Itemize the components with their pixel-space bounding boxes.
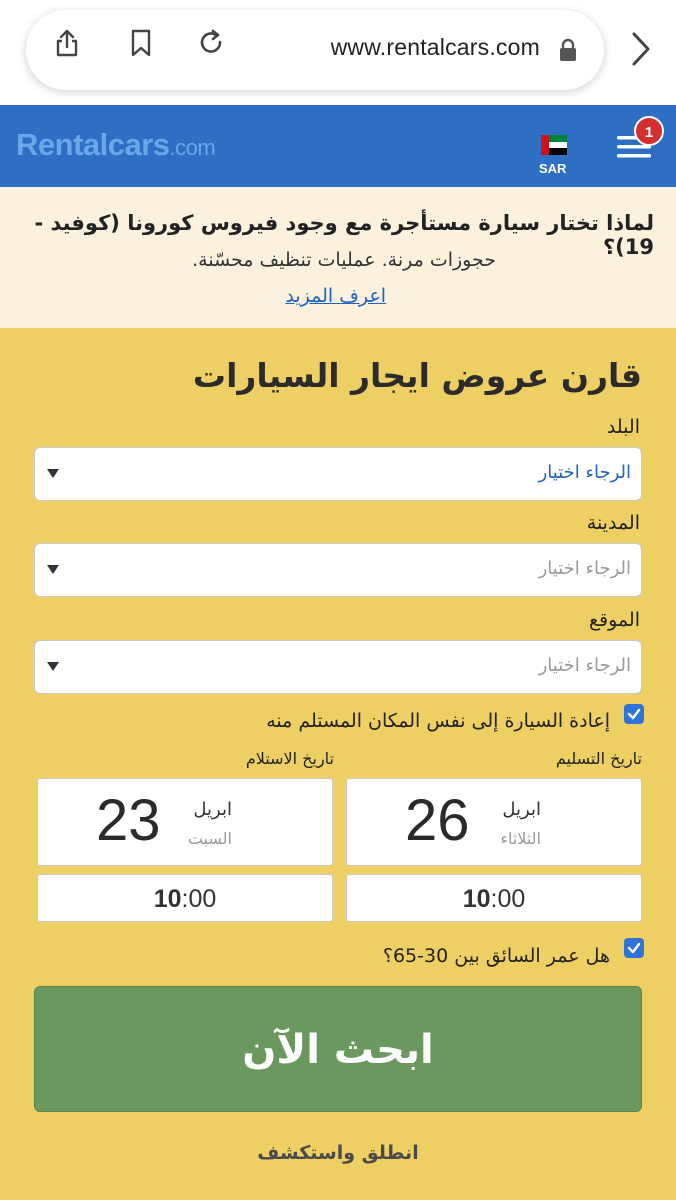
pickup-time-picker[interactable] bbox=[37, 874, 333, 922]
dropdown-arrow-icon bbox=[47, 565, 59, 574]
chevron-right-icon[interactable] bbox=[628, 30, 654, 68]
share-icon[interactable] bbox=[52, 28, 82, 58]
pickup-time-hour: 10 bbox=[153, 885, 182, 913]
dropoff-month: ابريل bbox=[502, 799, 541, 820]
country-label: البلد bbox=[606, 416, 640, 438]
location-label: الموقع bbox=[588, 609, 640, 631]
same-return-label: إعادة السيارة إلى نفس المكان المستلم منه bbox=[266, 710, 610, 732]
dropoff-weekday: الثلاثاء bbox=[500, 829, 541, 848]
url-text[interactable]: www.rentalcars.com bbox=[330, 34, 540, 60]
pickup-date-label: تاريخ الاستلام bbox=[245, 749, 334, 768]
pickup-month: ابريل bbox=[193, 799, 232, 820]
form-title: قارن عروض ايجار السيارات bbox=[192, 356, 642, 395]
logo-suffix: .com bbox=[169, 135, 216, 160]
dropoff-time-hour: 10 bbox=[462, 885, 491, 913]
notice-subtitle: حجوزات مرنة. عمليات تنظيف محسّنة. bbox=[192, 249, 496, 271]
dropoff-date-label: تاريخ التسليم bbox=[555, 749, 642, 768]
location-select-value: الرجاء اختيار bbox=[538, 655, 631, 676]
pickup-date-picker[interactable] bbox=[37, 778, 333, 866]
driver-age-label: هل عمر السائق بين 30-65؟ bbox=[382, 945, 610, 967]
notification-badge: 1 bbox=[634, 116, 664, 146]
pickup-day: 23 bbox=[96, 788, 161, 853]
dropoff-time-picker[interactable] bbox=[346, 874, 642, 922]
search-now-button[interactable]: ابحث الآن bbox=[34, 986, 642, 1112]
browser-toolbar bbox=[0, 0, 676, 105]
dropoff-date-picker[interactable] bbox=[346, 778, 642, 866]
bookmark-icon[interactable] bbox=[126, 28, 156, 58]
dropoff-day: 26 bbox=[405, 788, 470, 853]
search-form bbox=[0, 328, 676, 1200]
reload-icon[interactable] bbox=[196, 28, 226, 58]
explore-link[interactable]: انطلق واستكشف bbox=[257, 1142, 419, 1164]
covid-notice bbox=[0, 187, 676, 328]
pickup-weekday: السبت bbox=[187, 829, 232, 848]
uae-flag-icon[interactable] bbox=[541, 135, 567, 155]
driver-age-checkbox[interactable] bbox=[624, 938, 644, 958]
checkmark-icon bbox=[627, 941, 641, 955]
logo[interactable] bbox=[16, 127, 215, 163]
learn-more-link[interactable]: اعرف المزيد bbox=[285, 285, 386, 307]
checkmark-icon bbox=[627, 707, 641, 721]
logo-main: Rentalcars bbox=[16, 127, 170, 162]
dropdown-arrow-icon bbox=[47, 469, 59, 478]
same-return-checkbox[interactable] bbox=[624, 704, 644, 724]
lock-icon bbox=[557, 38, 579, 62]
city-select-value: الرجاء اختيار bbox=[538, 558, 631, 579]
notice-title: لماذا تختار سيارة مستأجرة مع وجود فيروس كورونا (كوفيد - 19)؟ bbox=[34, 211, 654, 259]
pickup-time-minutes: :00 bbox=[181, 885, 217, 913]
location-select[interactable] bbox=[34, 640, 642, 694]
country-select-value: الرجاء اختيار bbox=[538, 462, 631, 483]
currency-selector[interactable]: SAR bbox=[539, 161, 567, 176]
dropdown-arrow-icon bbox=[47, 662, 59, 671]
city-label: المدينة bbox=[586, 512, 640, 534]
site-header bbox=[0, 105, 676, 187]
dropoff-time-minutes: :00 bbox=[490, 885, 526, 913]
country-select[interactable] bbox=[34, 447, 642, 501]
city-select[interactable] bbox=[34, 543, 642, 597]
